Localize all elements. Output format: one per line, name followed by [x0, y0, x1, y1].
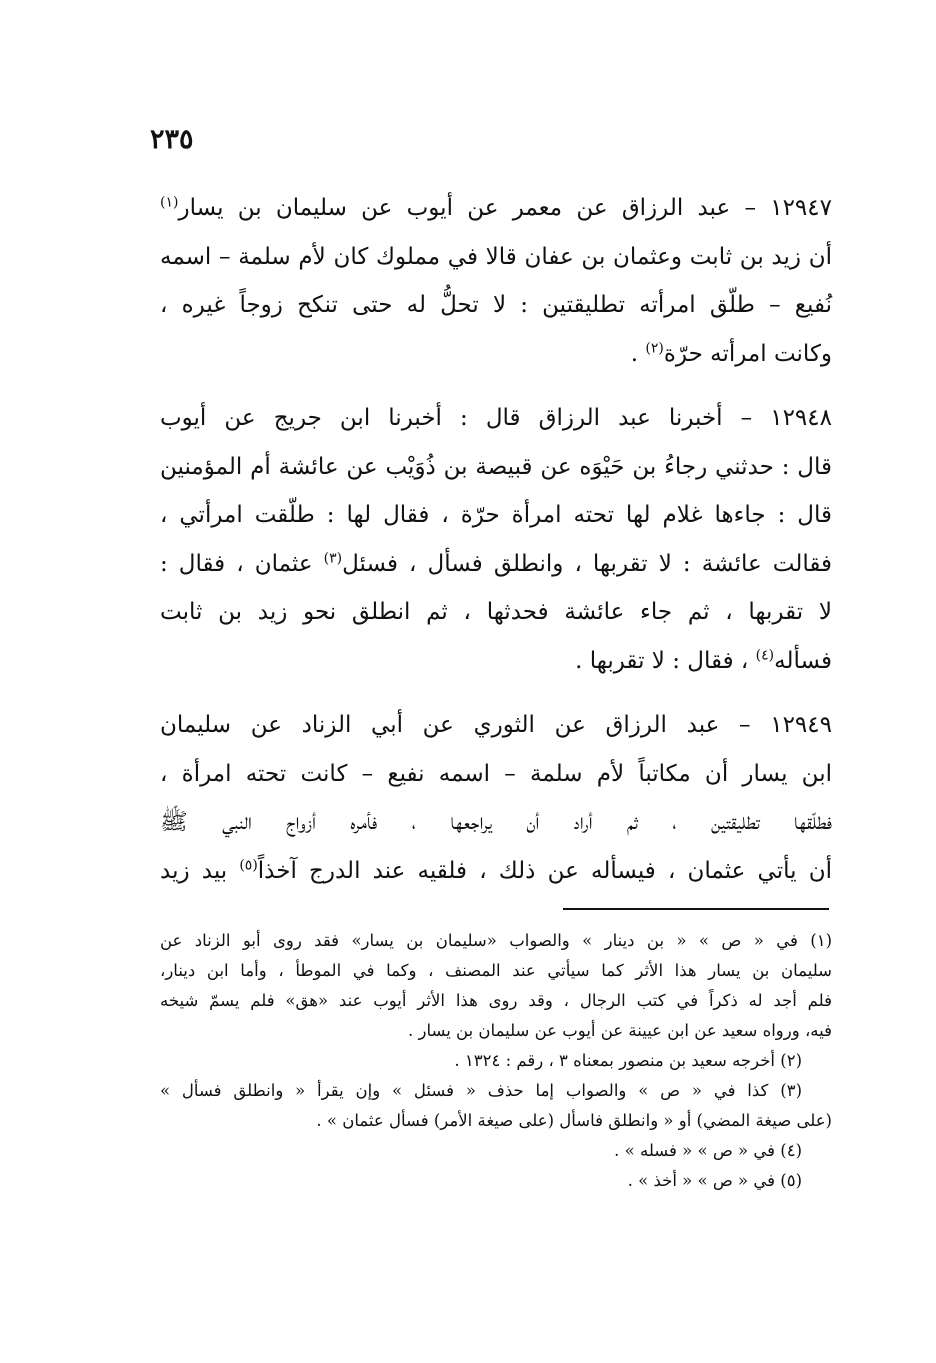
- text-line: وكانت امرأته حرّة$^{(٢)}$ .: [630, 339, 832, 367]
- footnote-3: [160, 1076, 832, 1136]
- text-line: ١٢٩٤٧ – عبد الرزاق عن معمر عن أيوب عن سليمان بن يسار$^{(١)}$: [160, 194, 832, 221]
- text-line: نُفيع – طلّق امرأته تطليقتين : لا تحلُّ له حتى تنكح زوجاً غيره ،: [160, 292, 832, 318]
- footnote-ref[interactable]: (٢): [645, 339, 664, 356]
- footnote-separator: [563, 908, 829, 910]
- text-line: ابن يسار أن مكاتباً لأم سلمة – اسمه نفيع – كانت تحته امرأة ،: [160, 760, 832, 787]
- hadith-12949: [160, 701, 832, 895]
- footnote-line: سليمان بن يسار هذا الأثر كما سيأتي عند المصنف ، وكما في الموطأ ، وأما ابن دينار،: [160, 961, 832, 980]
- footnote-4: [160, 1136, 832, 1166]
- footnote-1: [160, 926, 832, 1046]
- text-line: لا تقربها ، ثم جاء عائشة فحدثها ، ثم انطلق نحو زيد بن ثابت: [160, 599, 832, 625]
- text-line: ١٢٩٤٨ – أخبرنا عبد الرزاق قال : أخبرنا ابن جريج عن أيوب: [160, 405, 832, 431]
- footnotes: [160, 926, 832, 1196]
- text-line: ١٢٩٤٩ – عبد الرزاق عن الثوري عن أبي الزناد عن سليمان: [160, 712, 832, 738]
- footnote-line: فيه، ورواه سعيد عن ابن عيينة عن أيوب عن سليمان بن يسار .: [407, 1021, 832, 1040]
- footnote-line: (١) في « ص » « بن دينار » والصواب «سليمان بن يسار» فقد روى أبو الزناد عن: [160, 931, 832, 950]
- text-line: أن يأتي عثمان ، فيسأله عن ذلك ، فلقيه عند الدرج آخذاً$^{(٥)}$ بيد زيد: [160, 856, 832, 884]
- footnote-line: فلم أجد له ذكراً في كتب الرجال ، وقد روى هذا الأثر أيوب عند «هق» فلم يسمّ شيخه: [160, 991, 832, 1010]
- footnote-ref[interactable]: (٤): [755, 646, 775, 663]
- footnote-ref[interactable]: (١): [160, 194, 179, 211]
- footnote-ref[interactable]: (٥): [239, 856, 258, 873]
- footnote-line: (٣) كذا في « ص » والصواب إما حذف « فسئل » وإن يقرأ « وانطلق فسأل »: [160, 1081, 802, 1100]
- hadith-12948: [160, 394, 832, 685]
- footnote-line: (٥) في « ص » « أخذ » .: [627, 1171, 802, 1190]
- footnote-2: [160, 1046, 832, 1076]
- footnote-line: (٤) في « ص » « فسله » .: [614, 1141, 802, 1160]
- hadith-12947: [160, 184, 832, 378]
- footnote-line: (على صيغة المضي) أو « وانطلق فاسأل (على صيغة الأمر) فسأل عثمان » .: [316, 1111, 832, 1130]
- footnote-5: [160, 1166, 832, 1196]
- footnote-line: (٢) أخرجه سعيد بن منصور بمعناه ٣ ، رقم : ١٣٢٤ .: [454, 1051, 802, 1070]
- text-line: فسأله$^{(٤)}$ ، فقال : لا تقربها .: [575, 646, 832, 674]
- page-number: ٢٣٥: [150, 124, 194, 155]
- text-line: فقالت عائشة : لا تقربها ، وانطلق فسأل ، فسئل$^{(٣)}$ عثمان ، فقال :: [160, 549, 832, 577]
- main-text: [160, 184, 832, 911]
- text-line: فطلّقها تطليقتين ، ثم أراد أن يراجعها ، فأمره أزواج النبي ﷺ: [160, 809, 832, 835]
- text-line: أن زيد بن ثابت وعثمان بن عفان قالا في مملوك كان لأم سلمة – اسمه: [160, 243, 832, 270]
- text-line: قال : جاءها غلام لها تحته امرأة حرّة ، فقال لها : طلّقت امرأتي ،: [160, 502, 833, 528]
- footnote-ref[interactable]: (٣): [323, 549, 343, 566]
- text-line: قال : حدثني رجاءُ بن حَيْوَه عن قبيصة بن ذُوَيْب عن عائشة أم المؤمنين: [160, 453, 832, 480]
